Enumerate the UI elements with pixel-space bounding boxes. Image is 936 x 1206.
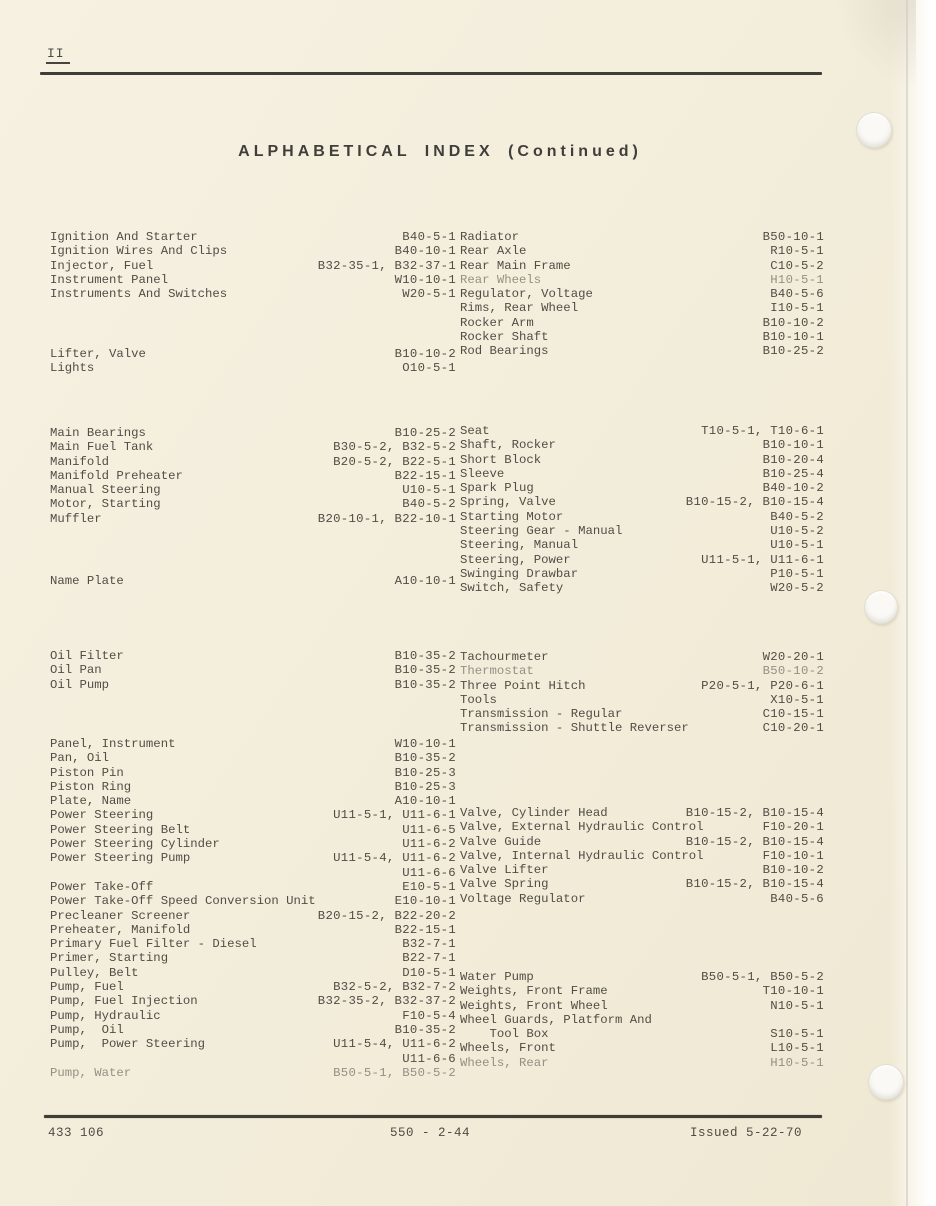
- entry-label: Oil Pump: [50, 677, 110, 692]
- entry-label: Tools: [460, 692, 497, 707]
- index-row: [460, 244, 824, 258]
- entry-code: E10-10-1: [394, 894, 456, 909]
- entry-label: Primary Fuel Filter - Diesel: [50, 937, 257, 952]
- entry-code: U11-6-6: [402, 1051, 456, 1066]
- index-row: [460, 863, 824, 877]
- entry-code: B32-35-1, B32-37-1: [317, 258, 456, 273]
- entry-code: W10-10-1: [394, 272, 456, 287]
- entry-label: Weights, Front Wheel: [460, 998, 608, 1013]
- page-title: ALPHABETICAL INDEX (Continued): [238, 143, 642, 160]
- index-row: [50, 980, 456, 994]
- entry-code: C10-20-1: [762, 721, 824, 736]
- entry-label: Precleaner Screener: [50, 908, 191, 923]
- entry-code: B10-25-2: [394, 426, 456, 440]
- entry-code: U10-5-2: [770, 524, 824, 539]
- entry-code: O10-5-1: [402, 361, 456, 376]
- entry-code: B10-15-2, B10-15-4: [685, 806, 824, 820]
- entry-label: Piston Pin: [50, 765, 124, 780]
- entry-label: Wheels, Rear: [460, 1055, 549, 1070]
- entry-label: Instrument Panel: [50, 272, 169, 287]
- entry-label: Swinging Drawbar: [460, 566, 579, 581]
- index-row: [460, 330, 824, 344]
- footer-center-code: 550 - 2-44: [389, 1126, 470, 1140]
- index-row: [50, 1023, 456, 1037]
- index-row: [50, 483, 456, 497]
- entry-code: B40-5-6: [770, 287, 824, 302]
- entry-label: Rod Bearings: [460, 344, 549, 359]
- entry-code: B10-35-2: [394, 751, 456, 766]
- entry-label: Valve, Internal Hydraulic Control: [460, 848, 704, 863]
- entry-label: Rear Wheels: [460, 272, 542, 287]
- entry-code: B20-15-2, B22-20-2: [317, 908, 456, 923]
- entry-label: Power Steering Belt: [50, 822, 191, 837]
- entry-code: B10-10-2: [762, 315, 824, 330]
- entry-code: B22-15-1: [394, 922, 456, 937]
- entry-label: Wheel Guards, Platform And: [460, 1012, 652, 1027]
- entry-label: Rocker Arm: [460, 315, 534, 330]
- entry-label: Preheater, Manifold: [50, 922, 191, 937]
- entry-code: P20-5-1, P20-6-1: [701, 678, 824, 693]
- index-group: [460, 230, 824, 359]
- entry-label: Valve Guide: [460, 834, 542, 849]
- entry-label: Instruments And Switches: [50, 287, 228, 302]
- entry-label: Steering, Manual: [460, 538, 579, 553]
- index-row: [50, 837, 456, 851]
- entry-code: S10-5-1: [770, 1027, 824, 1042]
- entry-label: Transmission - Shuttle Reverser: [460, 721, 689, 736]
- index-row: [50, 512, 456, 526]
- index-row: [50, 497, 456, 511]
- entry-label: Pump, Fuel: [50, 980, 124, 995]
- entry-code: U11-6-2: [402, 837, 456, 852]
- index-row: [460, 1013, 824, 1027]
- entry-code: U11-6-5: [402, 822, 456, 837]
- entry-code: B10-15-2, B10-15-4: [685, 834, 824, 849]
- entry-code: D10-5-1: [402, 965, 456, 980]
- entry-code: B10-25-3: [394, 765, 456, 780]
- index-row: [50, 909, 456, 923]
- index-row: [460, 892, 824, 906]
- entry-label: Valve, Cylinder Head: [460, 806, 608, 820]
- page-number: II: [46, 46, 70, 64]
- index-row: [460, 721, 824, 735]
- entry-label: Valve, External Hydraulic Control: [460, 820, 704, 835]
- entry-code: B50-5-1, B50-5-2: [333, 1065, 456, 1080]
- entry-label: Ignition And Starter: [50, 230, 198, 244]
- entry-code: U11-5-1, U11-6-1: [701, 552, 824, 567]
- entry-label: Pump, Water: [50, 1065, 132, 1080]
- index-row: [50, 937, 456, 951]
- index-row: [460, 553, 824, 567]
- index-group: [50, 426, 456, 526]
- index-row: [460, 877, 824, 891]
- entry-code: B40-10-1: [394, 244, 456, 259]
- index-row: [460, 344, 824, 358]
- index-row: [460, 806, 824, 820]
- entry-label: Lifter, Valve: [50, 347, 146, 361]
- index-row: [460, 510, 824, 524]
- index-row: [460, 230, 824, 244]
- index-row: [460, 438, 824, 452]
- index-group: [50, 574, 456, 588]
- index-row: [460, 999, 824, 1013]
- entry-code: H10-5-1: [770, 272, 824, 287]
- index-row: [50, 994, 456, 1008]
- entry-code: B40-5-2: [770, 509, 824, 524]
- index-row: [460, 1056, 824, 1070]
- index-row: [50, 894, 456, 908]
- index-row: [50, 663, 456, 677]
- entry-code: B10-35-2: [394, 663, 456, 678]
- index-row: [50, 1037, 456, 1051]
- index-row: [50, 823, 456, 837]
- index-row: [460, 538, 824, 552]
- entry-code: B32-7-1: [402, 937, 456, 952]
- entry-code: P10-5-1: [770, 566, 824, 581]
- entry-label: Steering Gear - Manual: [460, 524, 623, 539]
- index-row: [460, 1027, 824, 1041]
- entry-code: B10-15-2, B10-15-4: [685, 877, 824, 892]
- entry-code: B32-35-2, B32-37-2: [317, 994, 456, 1009]
- entry-label: Pump, Hydraulic: [50, 1008, 161, 1023]
- index-row: [460, 970, 824, 984]
- entry-label: Tool Box: [460, 1027, 549, 1042]
- index-row: [460, 524, 824, 538]
- entry-label: Three Point Hitch: [460, 678, 586, 693]
- entry-label: Sleeve: [460, 466, 505, 481]
- entry-code: F10-20-1: [762, 820, 824, 835]
- entry-label: Rear Main Frame: [460, 258, 571, 273]
- entry-label: Valve Spring: [460, 877, 549, 892]
- punch-hole-bottom: [868, 1064, 904, 1100]
- entry-label: Oil Filter: [50, 649, 124, 663]
- index-row: [50, 766, 456, 780]
- index-row: [50, 244, 456, 258]
- footer-issued-date: Issued 5-22-70: [690, 1126, 803, 1140]
- entry-label: Wheels, Front: [460, 1041, 556, 1056]
- index-row: [460, 316, 824, 330]
- entry-label: Lights: [50, 361, 95, 376]
- entry-code: B50-10-1: [762, 230, 824, 244]
- index-row: [50, 808, 456, 822]
- entry-label: Injector, Fuel: [50, 258, 154, 273]
- entry-code: B10-25-4: [762, 466, 824, 481]
- entry-label: Manual Steering: [50, 483, 161, 498]
- index-group: [50, 737, 456, 1080]
- index-row: [50, 469, 456, 483]
- footer-form-number: 433 106: [48, 1126, 105, 1140]
- entry-label: Main Fuel Tank: [50, 440, 154, 455]
- entry-code: B30-5-2, B32-5-2: [333, 440, 456, 455]
- entry-label: Rocker Shaft: [460, 330, 549, 345]
- entry-code: B10-35-2: [394, 1022, 456, 1037]
- entry-label: Manifold Preheater: [50, 468, 183, 483]
- entry-label: Power Take-Off Speed Conversion Unit: [50, 894, 316, 909]
- entry-code: H10-5-1: [770, 1055, 824, 1070]
- index-row: [460, 835, 824, 849]
- index-row: [460, 567, 824, 581]
- entry-code: W20-20-1: [762, 650, 824, 664]
- entry-label: Manifold: [50, 454, 110, 469]
- entry-code: U10-5-1: [770, 538, 824, 553]
- entry-label: Switch, Safety: [460, 581, 564, 596]
- entry-code: B20-10-1, B22-10-1: [317, 511, 456, 526]
- entry-code: E10-5-1: [402, 879, 456, 894]
- index-row: [50, 287, 456, 301]
- entry-label: Motor, Starting: [50, 497, 161, 512]
- index-row: [50, 1052, 456, 1066]
- index-group: [460, 650, 824, 736]
- index-group: [50, 230, 456, 301]
- index-row: [460, 693, 824, 707]
- index-row: [460, 1041, 824, 1055]
- index-row: [50, 273, 456, 287]
- index-row: [460, 679, 824, 693]
- page-corner-shade: [836, 0, 916, 90]
- footer-rule: [44, 1115, 822, 1118]
- entry-label: Seat: [460, 424, 490, 438]
- entry-code: B22-15-1: [394, 468, 456, 483]
- index-group: [50, 649, 456, 692]
- entry-label: Ignition Wires And Clips: [50, 244, 228, 259]
- entry-label: Power Steering: [50, 808, 154, 823]
- entry-code: B10-35-2: [394, 677, 456, 692]
- entry-code: F10-10-1: [762, 848, 824, 863]
- entry-code: B50-5-1, B50-5-2: [701, 970, 824, 984]
- index-row: [460, 467, 824, 481]
- entry-code: B40-5-6: [770, 891, 824, 906]
- index-group: [460, 970, 824, 1070]
- index-row: [460, 481, 824, 495]
- index-row: [50, 230, 456, 244]
- entry-label: Valve Lifter: [460, 863, 549, 878]
- entry-label: Pulley, Belt: [50, 965, 139, 980]
- entry-code: B10-10-2: [762, 863, 824, 878]
- entry-code: U11-5-1, U11-6-1: [333, 808, 456, 823]
- index-row: [460, 984, 824, 998]
- entry-label: Thermostat: [460, 664, 534, 679]
- entry-code: B10-20-4: [762, 452, 824, 467]
- index-row: [50, 780, 456, 794]
- entry-label: Primer, Starting: [50, 951, 169, 966]
- entry-code: A10-10-1: [394, 794, 456, 809]
- entry-code: B50-10-2: [762, 664, 824, 679]
- entry-code: T10-10-1: [762, 984, 824, 999]
- entry-label: Name Plate: [50, 574, 124, 588]
- entry-label: Oil Pan: [50, 663, 102, 678]
- index-row: [50, 737, 456, 751]
- entry-label: Voltage Regulator: [460, 891, 586, 906]
- entry-code: N10-5-1: [770, 998, 824, 1013]
- entry-code: B10-25-2: [762, 344, 824, 359]
- index-row: [460, 650, 824, 664]
- index-row: [50, 1066, 456, 1080]
- entry-label: Power Take-Off: [50, 879, 154, 894]
- page-edge-line: [906, 0, 908, 1206]
- entry-code: F10-5-4: [402, 1008, 456, 1023]
- entry-code: B10-10-2: [394, 347, 456, 361]
- index-row: [50, 923, 456, 937]
- entry-code: W20-5-1: [402, 287, 456, 302]
- entry-code: X10-5-1: [770, 692, 824, 707]
- index-row: [50, 751, 456, 765]
- entry-code: C10-15-1: [762, 707, 824, 722]
- entry-label: Power Steering Cylinder: [50, 837, 220, 852]
- index-row: [460, 707, 824, 721]
- entry-code: B10-15-2, B10-15-4: [685, 495, 824, 510]
- entry-label: Weights, Front Frame: [460, 984, 608, 999]
- index-row: [50, 1009, 456, 1023]
- index-row: [460, 453, 824, 467]
- entry-label: Pan, Oil: [50, 751, 110, 766]
- punch-hole-middle: [864, 590, 898, 624]
- entry-code: B10-35-2: [394, 649, 456, 663]
- entry-code: B40-5-2: [402, 497, 456, 512]
- index-row: [50, 649, 456, 663]
- entry-code: U11-5-4, U11-6-2: [333, 851, 456, 866]
- index-group: [50, 347, 456, 376]
- index-row: [460, 273, 824, 287]
- entry-label: Plate, Name: [50, 794, 132, 809]
- entry-code: B10-25-3: [394, 779, 456, 794]
- entry-label: Water Pump: [460, 970, 534, 984]
- entry-label: Rims, Rear Wheel: [460, 301, 579, 316]
- entry-label: Steering, Power: [460, 552, 571, 567]
- index-row: [50, 851, 456, 865]
- index-row: [50, 966, 456, 980]
- entry-code: U10-5-1: [402, 483, 456, 498]
- index-row: [50, 866, 456, 880]
- entry-label: Pump, Fuel Injection: [50, 994, 198, 1009]
- entry-code: B40-5-1: [402, 230, 456, 244]
- index-row: [50, 794, 456, 808]
- entry-label: Piston Ring: [50, 779, 132, 794]
- entry-label: Radiator: [460, 230, 520, 244]
- entry-code: A10-10-1: [394, 574, 456, 588]
- index-row: [460, 820, 824, 834]
- index-row: [50, 440, 456, 454]
- index-row: [50, 678, 456, 692]
- entry-code: B32-5-2, B32-7-2: [333, 980, 456, 995]
- index-row: [460, 259, 824, 273]
- entry-label: Tachourmeter: [460, 650, 549, 664]
- index-row: [50, 426, 456, 440]
- index-row: [460, 664, 824, 678]
- index-group: [460, 424, 824, 596]
- entry-label: Transmission - Regular: [460, 707, 623, 722]
- index-row: [50, 361, 456, 375]
- entry-label: Muffler: [50, 511, 102, 526]
- entry-label: Spark Plug: [460, 481, 534, 496]
- entry-code: W20-5-2: [770, 581, 824, 596]
- entry-label: Spring, Valve: [460, 495, 556, 510]
- entry-code: W10-10-1: [394, 737, 456, 751]
- index-row: [50, 455, 456, 469]
- entry-label: Shaft, Rocker: [460, 438, 556, 453]
- entry-label: Regulator, Voltage: [460, 287, 593, 302]
- entry-code: T10-5-1, T10-6-1: [701, 424, 824, 438]
- entry-label: Pump, Oil: [50, 1022, 124, 1037]
- index-row: [460, 495, 824, 509]
- entry-label: Panel, Instrument: [50, 737, 176, 751]
- index-row: [50, 951, 456, 965]
- entry-code: B20-5-2, B22-5-1: [333, 454, 456, 469]
- entry-code: L10-5-1: [770, 1041, 824, 1056]
- entry-label: Power Steering Pump: [50, 851, 191, 866]
- index-row: [460, 301, 824, 315]
- entry-label: Rear Axle: [460, 244, 527, 259]
- entry-code: R10-5-1: [770, 244, 824, 259]
- entry-code: B10-10-1: [762, 330, 824, 345]
- index-row: [460, 581, 824, 595]
- entry-label: Short Block: [460, 452, 542, 467]
- index-row: [50, 347, 456, 361]
- entry-code: B22-7-1: [402, 951, 456, 966]
- entry-code: I10-5-1: [770, 301, 824, 316]
- index-column-right: [460, 0, 824, 1206]
- index-row: [460, 424, 824, 438]
- entry-label: Pump, Power Steering: [50, 1037, 205, 1052]
- index-row: [50, 259, 456, 273]
- index-row: [460, 849, 824, 863]
- entry-code: B40-10-2: [762, 481, 824, 496]
- entry-code: U11-5-4, U11-6-2: [333, 1037, 456, 1052]
- entry-code: U11-6-6: [402, 865, 456, 880]
- index-row: [460, 287, 824, 301]
- entry-code: B10-10-1: [762, 438, 824, 453]
- index-group: [460, 806, 824, 906]
- index-column-left: [50, 0, 456, 1206]
- entry-code: C10-5-2: [770, 258, 824, 273]
- entry-label: Main Bearings: [50, 426, 146, 440]
- entry-label: Starting Motor: [460, 509, 564, 524]
- index-row: [50, 880, 456, 894]
- index-row: [50, 574, 456, 588]
